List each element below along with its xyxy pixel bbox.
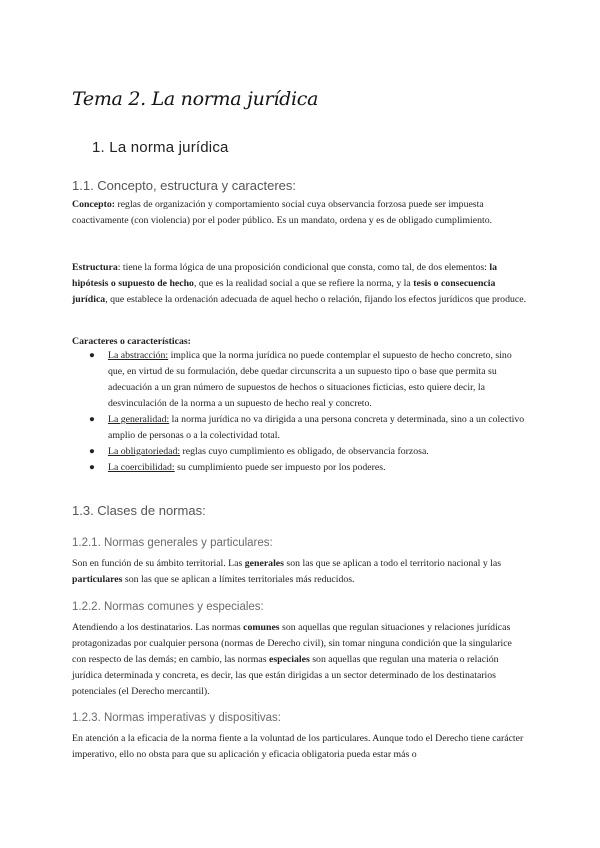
section-heading-1-2-2: 1.2.2. Normas comunes y especiales: [72, 601, 264, 613]
section-heading-1: 1. La norma jurídica [92, 139, 229, 156]
paragraph-text: son las que se aplican a todo el territorio nacional y las [283, 558, 502, 569]
feature-name: La generalidad: [108, 414, 170, 425]
concepto-text: reglas de organización y comportamiento social cuya observancia forzosa puede ser impuesta coactivamente (con violencia) por el poder público. Es un mandato, ordena y es de obligado cumplimiento. [72, 199, 493, 226]
estructura-text: , que establece la ordenación adecuada de aquel hecho o relación, fijando los efectos jurídicos que produce. [105, 294, 527, 305]
normas-imperativas-paragraph: En atención a la eficacia de la norma fiente a la voluntad de los particulares. Aunque todo el Derecho tiene carácter imperativo, ello no obsta para que su aplicación y eficacia obligatoria pueda estar más o [72, 733, 524, 760]
section-heading-1-2-3: 1.2.3. Normas imperativas y dispositivas: [72, 712, 281, 724]
normas-generales-paragraph [72, 556, 528, 588]
normas-comunes-paragraph [72, 620, 528, 700]
feature-name: La coercibilidad: [108, 462, 175, 473]
feature-text: la norma jurídica no va dirigida a una persona concreta y determinada, sino a un colectivo amplio de personas o a la colectividad total. [108, 414, 525, 441]
especiales-term: especiales [268, 654, 310, 665]
estructura-paragraph [72, 260, 528, 308]
bullet-icon: ● [89, 350, 95, 361]
estructura-label: Estructura [72, 262, 118, 273]
list-item [72, 460, 528, 476]
features-list [72, 348, 528, 476]
bullet-icon: ● [89, 414, 95, 425]
list-item [72, 348, 528, 412]
estructura-text: : tiene la forma lógica de una proposición condicional que consta, como tal, de dos elementos: [117, 262, 490, 273]
feature-text: su cumplimiento puede ser impuesto por los poderes. [174, 462, 386, 473]
estructura-text: , que es la realidad social a que se refiere la norma, y la [193, 278, 414, 289]
section-heading-1-1: 1.1. Concepto, estructura y caracteres: [72, 178, 296, 193]
section-heading-1-2-1: 1.2.1. Normas generales y particulares: [72, 537, 273, 549]
hipotesis-term: la hipótesis o supuesto de hecho [72, 262, 497, 289]
paragraph-text: son las que se aplican a límites territoriales más reducidos. [122, 574, 355, 585]
particulares-term: particulares [72, 574, 123, 585]
paragraph-text: Atendiendo a los destinatarios. Las normas [72, 622, 244, 633]
feature-name: La obligatoriedad: [108, 446, 181, 457]
comunes-term: comunes [243, 622, 280, 633]
page-title: Tema 2. La norma jurídica [72, 88, 319, 110]
list-item [72, 412, 528, 444]
feature-text: implica que la norma jurídica no puede contemplar el supuesto de hecho concreto, sino que, en virtud de su formulación, debe quedar circunscrita a un supuesto tipo o base que permita su adecuación a un gran número de supuestos de hechos o situaciones ficticias, esto quiere decir, la desvinculación de la norma a un supuesto de hecho real y concreto. [108, 350, 512, 409]
bullet-icon: ● [89, 462, 95, 473]
tesis-term: tesis o consecuencia jurídica [72, 278, 496, 305]
caracteres-label: Caracteres o características: [72, 336, 191, 347]
paragraph-text: son aquellas que regulan una materia o relación jurídica determinada y concreta, es decir, las que están dirigidas a un sector determinado de los destinatarios potenciales (el Derecho mercantil). [72, 654, 499, 697]
generales-term: generales [244, 558, 284, 569]
concepto-label: Concepto: [72, 199, 115, 210]
paragraph-text: Son en función de su ámbito territorial. Las [72, 558, 245, 569]
bullet-icon: ● [89, 446, 95, 457]
paragraph-text: son aquellas que regulan situaciones y relaciones jurídicas protagonizadas por cualquier persona (normas de Derecho civil), sin tomar ninguna condición que la singularice con respecto de las demás; en cambio, las normas [72, 622, 512, 665]
section-heading-1-3: 1.3. Clases de normas: [72, 503, 206, 518]
list-item [72, 444, 528, 460]
concepto-paragraph [72, 197, 528, 229]
feature-text: reglas cuyo cumplimiento es obligado, de observancia forzosa. [180, 446, 429, 457]
feature-name: La abstracción: [108, 350, 169, 361]
